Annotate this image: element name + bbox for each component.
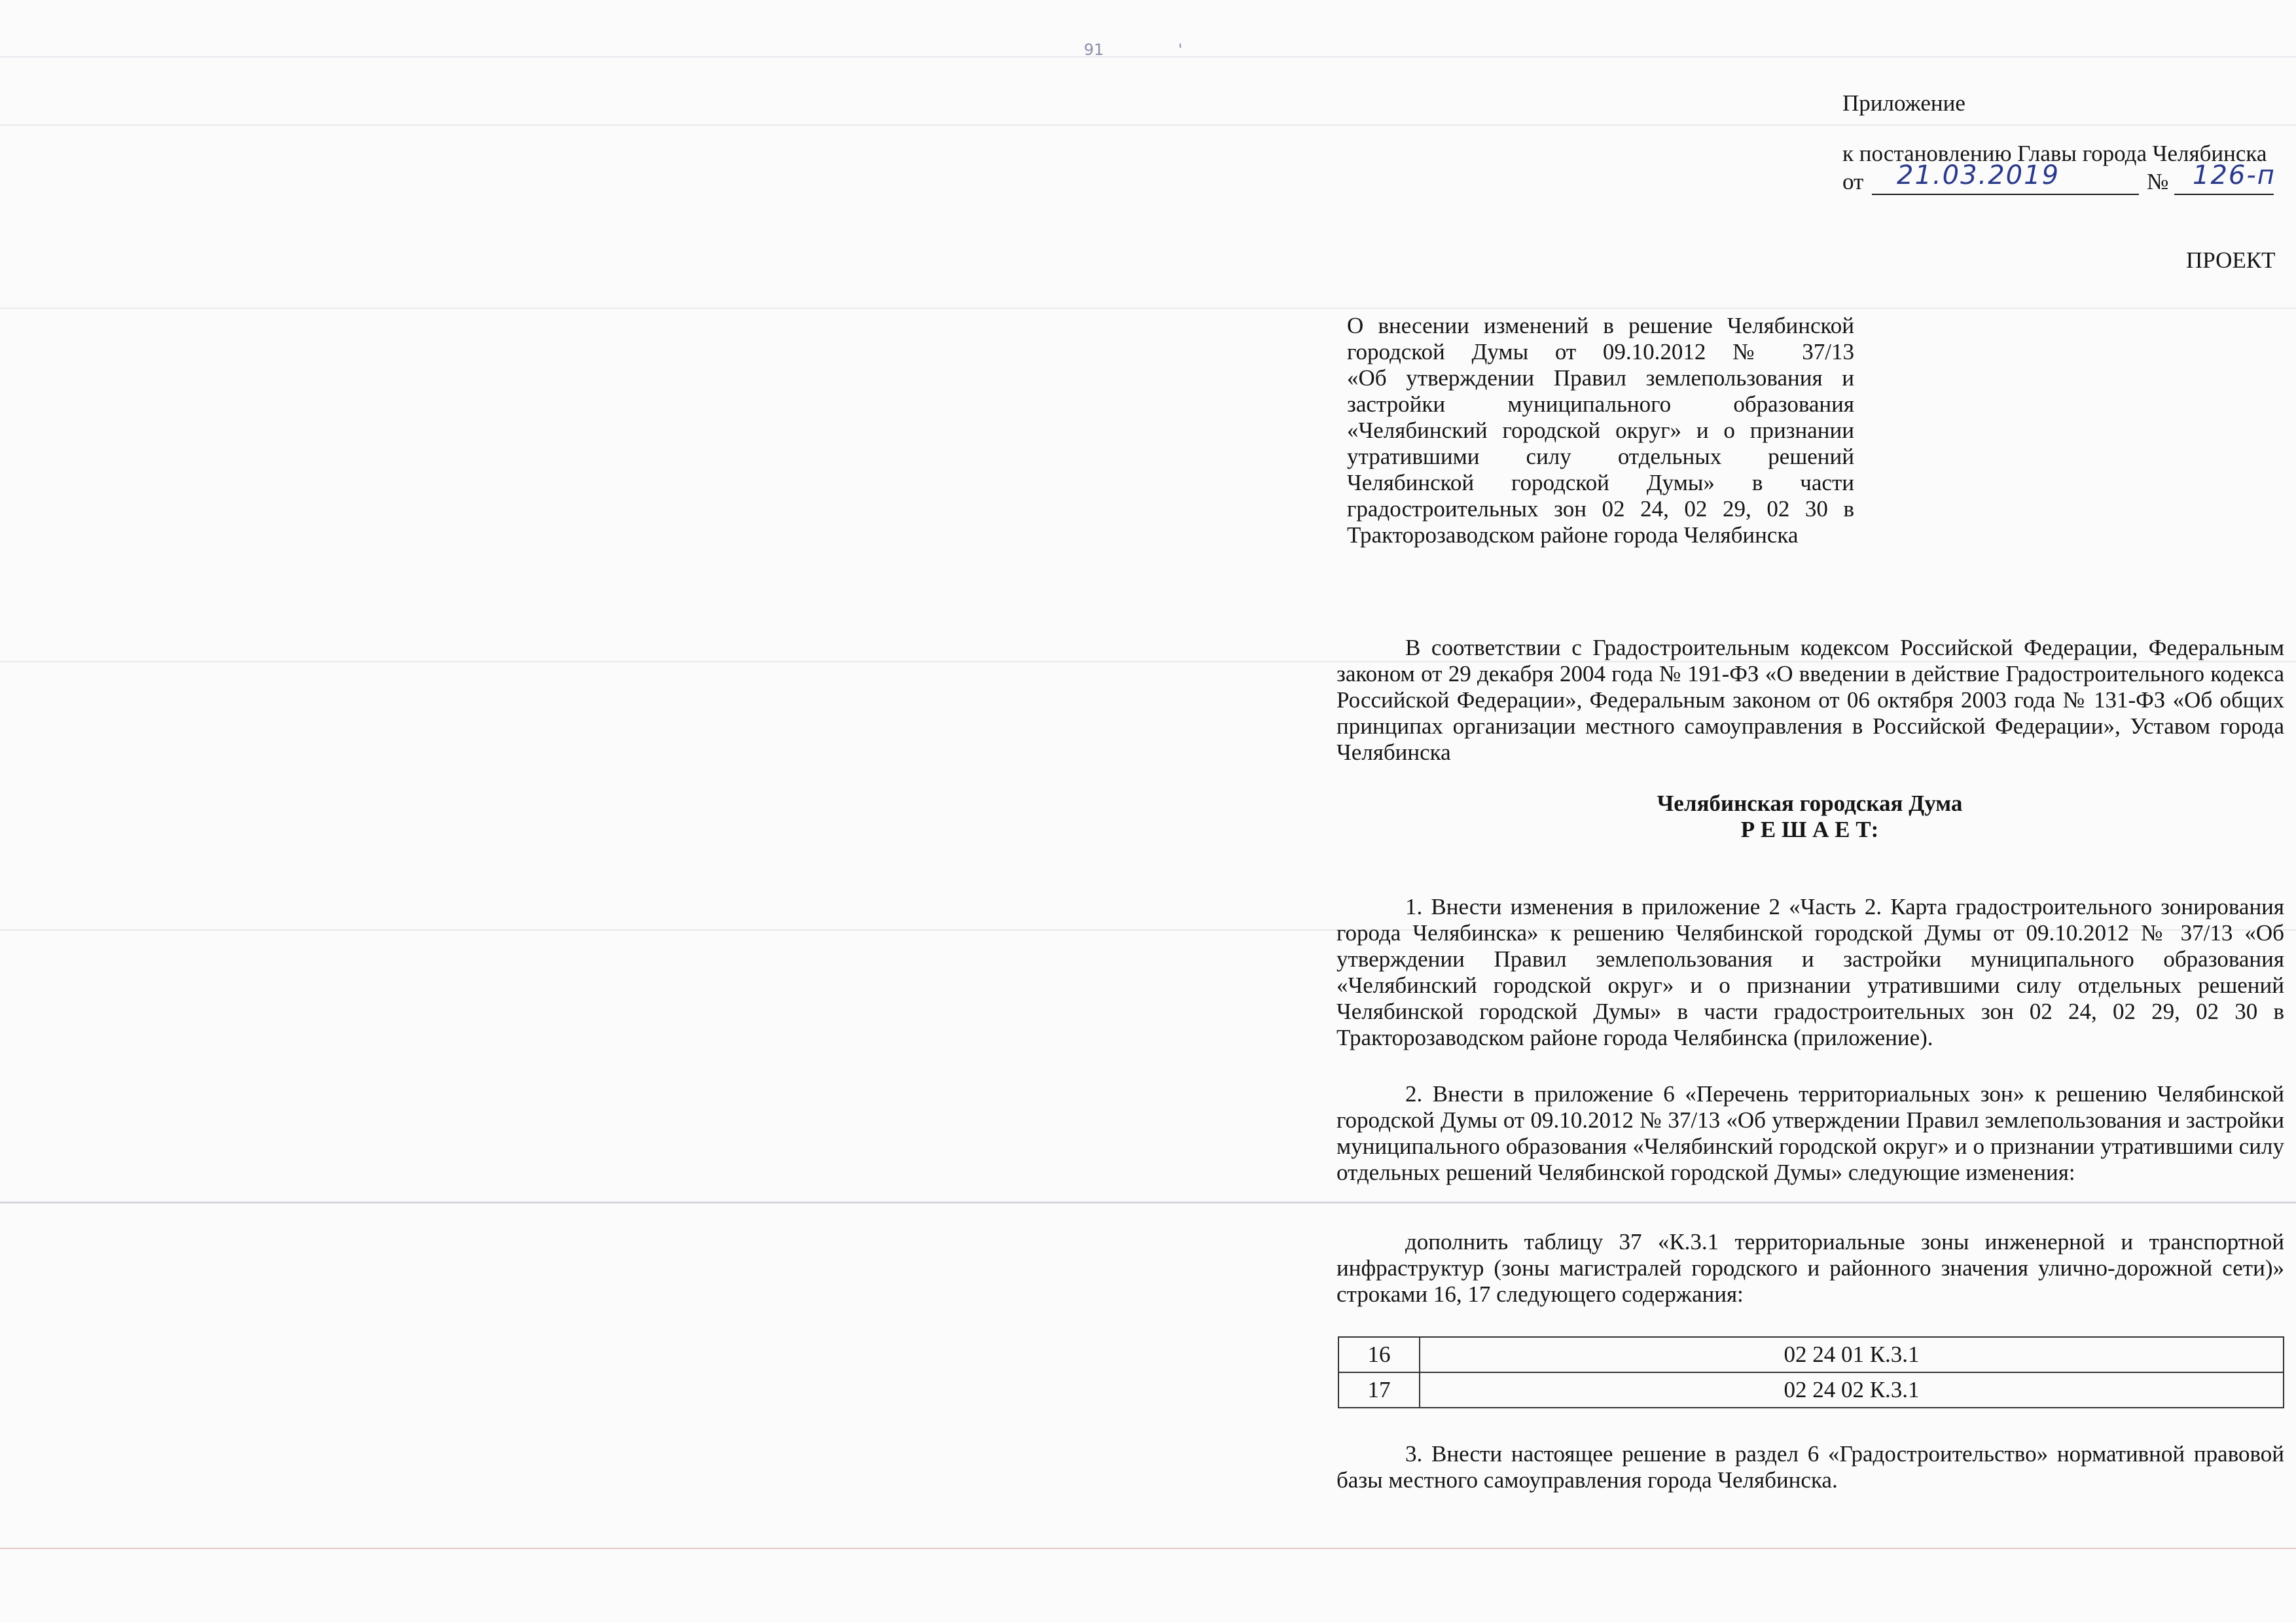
title-line: «Об утверждении Правил землепользования и	[1347, 365, 1854, 391]
handwritten-number: 126-п	[2193, 160, 2276, 190]
scan-mark: '	[1178, 41, 1183, 59]
zone-code-cell: 02 24 01 К.3.1	[1420, 1337, 2284, 1372]
item-3	[1336, 1441, 2284, 1493]
zones-table	[1338, 1336, 2284, 1408]
document-page	[1335, 0, 2284, 1623]
number-prefix: №	[2147, 169, 2169, 194]
item-2	[1336, 1081, 2284, 1186]
item-1	[1336, 894, 2284, 1051]
appendix-label: Приложение	[1842, 90, 1965, 116]
date-underline	[1872, 194, 2139, 195]
preamble	[1336, 635, 2284, 766]
document-title	[1347, 313, 1854, 548]
item-2-sub	[1336, 1229, 2284, 1308]
title-line: городской Думы от 09.10.2012 № 37/13	[1347, 339, 1854, 365]
title-line: застройки муниципального образования	[1347, 391, 1854, 417]
item-1-text: 1. Внести изменения в приложение 2 «Часть 2. Карта градостроительного зонирования города Челябинска» к решению Челябинской городской Думы от 09.10.2012 № 37/13 «Об утверждении Правил землепользования и застройки муниципального образования «Челябинский городской округ» и о признании утратившими силу отдельных решений Челябинской городской Думы» в части градостроительных зон 02 24, 02 29, 02 30 в Тракторозаводском районе города Челябинска (приложение).	[1336, 894, 2284, 1050]
council-name: Челябинская городская Дума	[1657, 791, 1963, 816]
preamble-text: В соответствии с Градостроительным кодексом Российской Федерации, Федеральным законом от 29 декабря 2004 года № 191-ФЗ «О введении в действие Градостроительного кодекса Российской Федерации», Федеральным законом от 06 октября 2003 года № 131-ФЗ «Об общих принципах организации местного самоуправления в Российской Федерации», Уставом города Челябинска	[1336, 635, 2284, 765]
title-line: градостроительных зон 02 24, 02 29, 02 30 в	[1347, 496, 1854, 522]
title-line: «Челябинский городской округ» и о признании	[1347, 418, 1854, 443]
scan-mark: 91	[1084, 41, 1104, 59]
table-row	[1338, 1337, 2284, 1372]
zone-code-cell: 02 24 02 К.3.1	[1420, 1372, 2284, 1408]
item-2-text: 2. Внести в приложение 6 «Перечень территориальных зон» к решению Челябинской городской Думы от 09.10.2012 № 37/13 «Об утверждении Правил землепользования и застройки муниципального образования «Челябинский городской округ» и о признании утратившими силу отдельных решений Челябинской городской Думы» следующие изменения:	[1336, 1081, 2284, 1185]
title-line: Челябинской городской Думы» в части	[1347, 470, 1854, 495]
date-prefix: от	[1842, 169, 1864, 194]
resolution-reference: к постановлению Главы города Челябинска	[1842, 141, 2267, 166]
number-underline	[2174, 194, 2274, 195]
table-row	[1338, 1372, 2284, 1408]
title-line: Тракторозаводском районе города Челябинска	[1347, 522, 1799, 548]
item-3-text: 3. Внести настоящее решение в раздел 6 «Градостроительство» нормативной правовой базы местного самоуправления города Челябинска.	[1336, 1441, 2284, 1493]
row-number-cell: 16	[1338, 1337, 1420, 1372]
decides-label: Р Е Ш А Е Т:	[1740, 817, 1879, 842]
row-number-cell: 17	[1338, 1372, 1420, 1408]
draft-label: ПРОЕКТ	[2186, 247, 2276, 273]
item-2-sub-text: дополнить таблицу 37 «К.3.1 территориальные зоны инженерной и транспортной инфраструктур (зоны магистралей городского и районного значения улично-дорожной сети)» строками 16, 17 следующего содержания:	[1336, 1229, 2284, 1307]
title-line: О внесении изменений в решение Челябинской	[1347, 313, 1854, 338]
title-line: утратившими силу отдельных решений	[1347, 444, 1854, 469]
handwritten-date: 21.03.2019	[1897, 160, 2060, 190]
